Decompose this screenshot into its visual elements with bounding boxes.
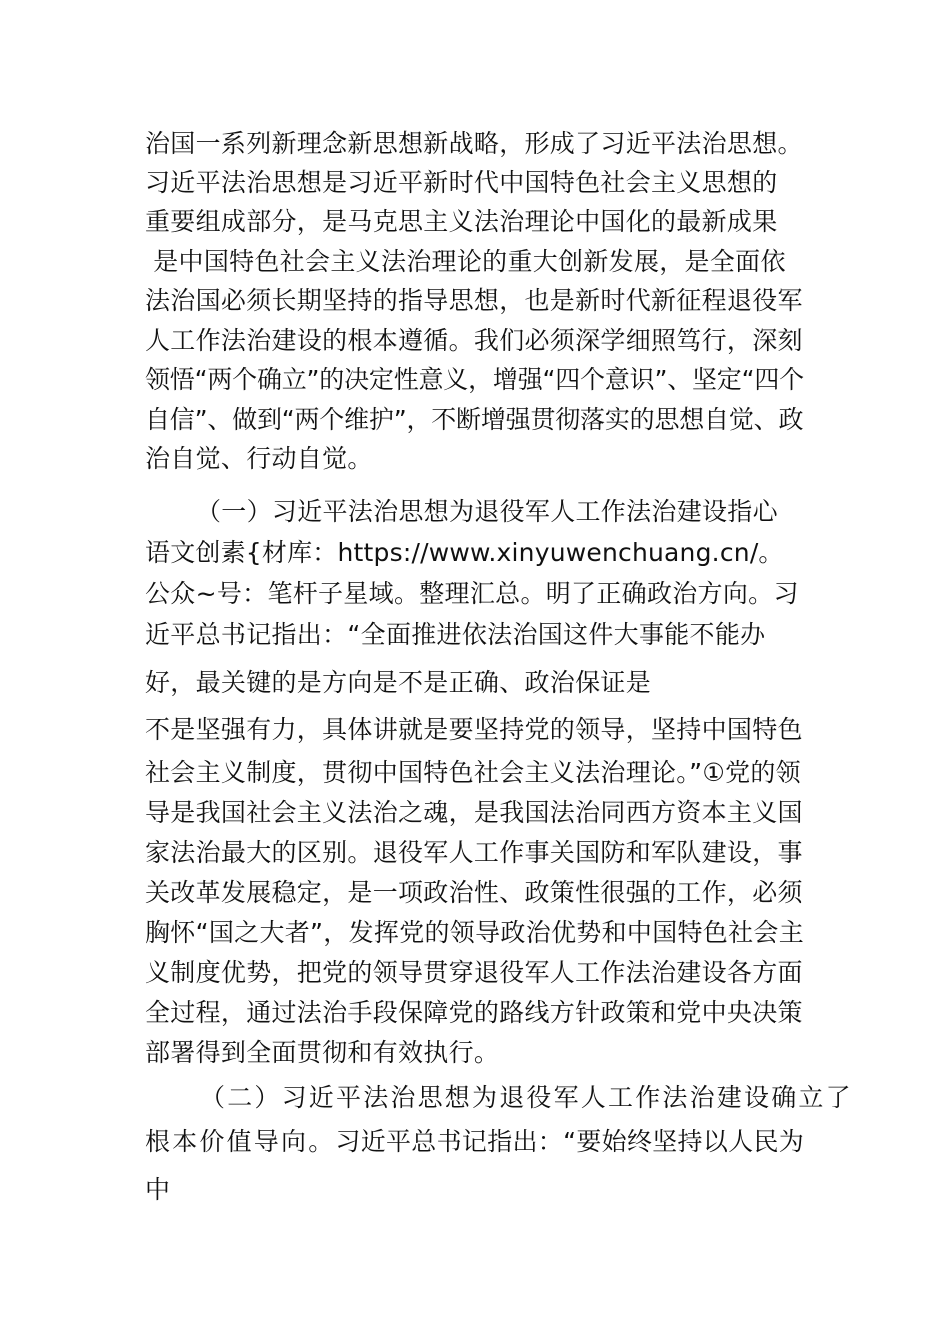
body-line: 是中国特色社会主义法治理论的重大创新发展，是全面依 bbox=[145, 247, 786, 276]
body-line: 全过程，通过法治手段保障党的路线方针政策和党中央决策 bbox=[145, 998, 803, 1027]
body-line: 好，最关键的是方向是不是正确、政治保证是 bbox=[145, 668, 652, 697]
body-line: 胸怀“国之大者”，发挥党的领导政治优势和中国特色社会主 bbox=[145, 918, 805, 947]
quote-start: 习近平总书记指出：“要始终坚持以人民为 bbox=[335, 1127, 805, 1156]
body-line: 社会主义制度，贯彻中国特色社会主义法治理论。”①党的领 bbox=[145, 758, 801, 787]
body-line: 自信”、做到“两个维护”，不断增强贯彻落实的思想自觉、政 bbox=[145, 405, 804, 434]
section-heading-2-continuation: 根本价值导向。 bbox=[145, 1127, 336, 1156]
body-line: 治国一系列新理念新思想新战略，形成了习近平法治思想。 bbox=[145, 129, 803, 158]
body-line: 领悟“两个确立”的决定性意义，增强“四个意识”、坚定“四个 bbox=[145, 365, 804, 394]
body-line: 重要组成部分，是马克思主义法治理论中国化的最新成果 bbox=[145, 207, 778, 236]
body-line: 治自觉、行动自觉。 bbox=[145, 444, 373, 473]
body-line: 习近平法治思想是习近平新时代中国特色社会主义思想的 bbox=[145, 168, 778, 197]
body-line: 家法治最大的区别。退役军人工作事关国防和军队建设，事 bbox=[145, 838, 803, 867]
body-line: 义制度优势，把党的领导贯穿退役军人工作法治建设各方面 bbox=[145, 958, 803, 987]
body-line: 关改革发展稳定，是一项政治性、政策性很强的工作，必须 bbox=[145, 878, 803, 907]
body-line: 公众~号：笔杆子星域。整理汇总。明了正确政治方向。习 bbox=[145, 579, 799, 608]
body-line bbox=[145, 1126, 804, 1160]
body-line: 部署得到全面贯彻和有效执行。 bbox=[145, 1038, 500, 1067]
body-line: 法治国必须长期坚持的指导思想，也是新时代新征程退役军 bbox=[145, 286, 803, 315]
body-line: 人工作法治建设的根本遵循。我们必须深学细照笃行，深刻 bbox=[145, 326, 803, 355]
body-line: 语文创素{材库：https://www.xinyuwenchuang.cn/。 bbox=[145, 538, 784, 567]
body-line: 中 bbox=[145, 1175, 171, 1204]
body-line: 近平总书记指出：“全面推进依法治国这件大事能不能办 bbox=[145, 620, 766, 649]
section-heading-1: （一）习近平法治思想为退役军人工作法治建设指心 bbox=[196, 497, 778, 526]
body-line: 导是我国社会主义法治之魂，是我国法治同西方资本主义国 bbox=[145, 798, 803, 827]
section-heading-2: （二）习近平法治思想为退役军人工作法治建设确立了 bbox=[200, 1083, 853, 1112]
body-line: 不是坚强有力，具体讲就是要坚持党的领导，坚持中国特色 bbox=[145, 715, 803, 744]
